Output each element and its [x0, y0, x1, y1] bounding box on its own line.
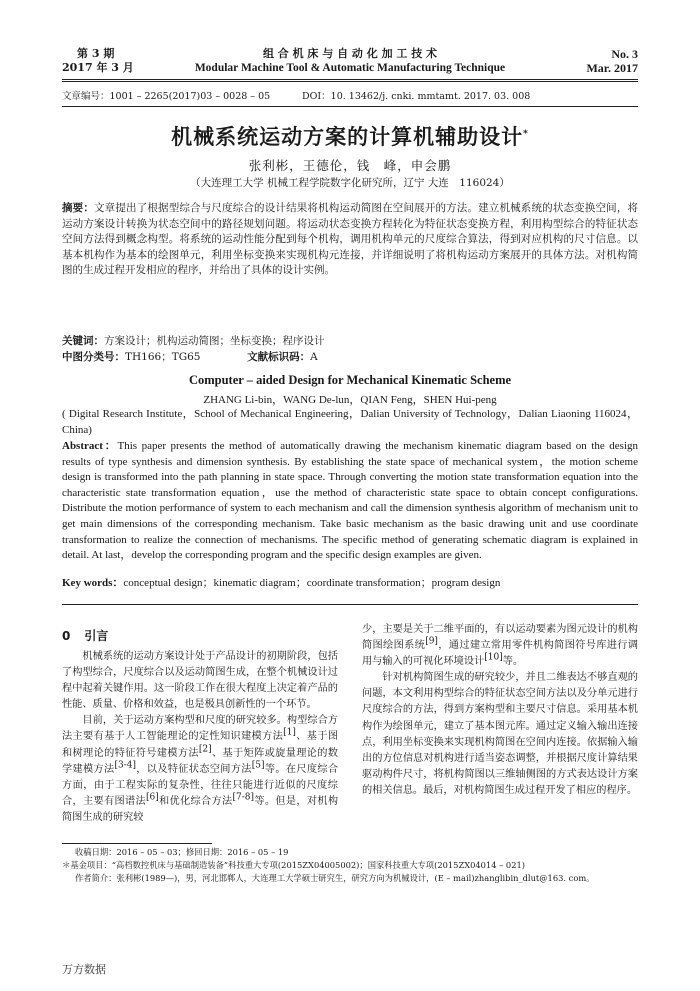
- right-p1-text-a: 少，主要是关于二维平面的，有以运动要素为图元设计的机构简图绘图系统: [362, 624, 638, 652]
- left-p2-text-e: 等。在尺度综合方面，由于工程实际的复杂性，往往只能进行近似的尺度综合，主要有图谱法: [62, 763, 339, 807]
- abstract-cn-text: 文章提出了根据型综合与尺度综合的设计结果将机构运动简图在空间展开的方法。建立机械系统的状态变换空间，将运动方案设计转换为状态空间中的路径规划问题。将运动状态变换方程转化为特征状态变换方程，利用构型综合的特征状态空间方法得到概念构型。将系统的运动性能分配到每个机构，调用机构单元的尺度综合算法，得到对应机构的尺寸信息。以基本机构作为基本的绘图单元，利用坐标变换来实现机构元连接，并详细说明了将机构运动方案展开的具体方法。对机构简图的生成过程开发相应的程序，并给出了具体的设计实例。: [62, 202, 639, 277]
- abstract-cn: [62, 201, 638, 279]
- journal-cn: 组 合 机 床 与 自 动 化 加 工 技 术: [262, 47, 438, 60]
- keywords-cn-label: 关键词：: [62, 335, 104, 347]
- citation: [5]: [251, 760, 265, 771]
- received-date: 收稿日期：2016 – 05 – 03；修回日期：2016 – 05 – 19: [75, 847, 289, 857]
- left-p2-text-a: 目前，关于运动方案构型和尺度的研究较多。构型综合方法主要有基于人工智能理论的定性知识建模方法: [62, 715, 338, 743]
- journal-block: [170, 47, 530, 75]
- title-en: Computer – aided Design for Mechanical Kinematic Scheme: [188, 373, 512, 387]
- abstract-en: [62, 439, 638, 564]
- date-cn: 2017 年 3 月: [62, 61, 134, 74]
- section-number: 0: [62, 629, 71, 643]
- left-paragraph-2: [62, 713, 338, 826]
- left-p2-text-d: ，以及特征状态空间方法: [136, 763, 252, 775]
- abstract-en-text: This paper presents the method of automatically drawing the mechanism kinematic diagram based on the design results of type synthesis and dimension synthesis. By establishing the state space of mechanical system，the motion scheme design is transformed into the path planning in state space. Through converting the motion state transformation equation into the characteristic state transformation equation，use the method of characteristic state space to obtain concept configurations. Distribute the motion performance of system to each mechanism and call the dimension synthesis algorithm of mechanism unit to get main dimensions of the corresponding mechanism. Take basic mechanism as the basic drawing unit and use coordinate transformation to realize the connection of mechanisms. The specific method of generating schematic diagram is explained in detail. At last，develop the corresponding program and the specific design examples are given.: [62, 440, 639, 562]
- fund-line: [62, 859, 638, 872]
- citation: [9]: [425, 636, 438, 647]
- right-p1-text-b: ，通过建立常用零件机构简图符号库进行调用与输入的可视化环境设计: [362, 640, 639, 668]
- classification-line: [62, 350, 638, 366]
- issue-cn: 第 3 期: [77, 47, 115, 60]
- keywords-cn: [62, 334, 638, 350]
- affiliation-cn: （大连理工大学 机械工程学院数字化研究所，辽宁 大连 116024）: [190, 177, 510, 189]
- footnotes: [62, 846, 638, 885]
- title-text: 机械系统运动方案的计算机辅助设计: [171, 125, 524, 149]
- fund-text: 基金项目：“高档数控机床与基础制造装备”科技重大专项(2015ZX04005002)；国家科技重大专项(2015ZX04014 – 021): [70, 860, 525, 870]
- doi: DOI：10. 13462/j. cnki. mmtamt. 2017. 03. 008: [302, 91, 531, 102]
- footnote-rule: [62, 843, 212, 844]
- left-p2-text-c: 、基于矩阵或旋量理论的数学建模方法: [62, 747, 338, 775]
- date-en: Mar. 2017: [586, 61, 638, 75]
- section-title: 引言: [84, 629, 109, 643]
- keywords-cn-text: 方案设计；机构运动简图；坐标变换；程序设计: [104, 335, 325, 347]
- classification-label: 中图分类号：: [62, 351, 125, 363]
- title-footnote-mark: *: [523, 129, 529, 139]
- left-paragraph-1: 机械系统的运动方案设计处于产品设计的初期阶段，包括了构型综合，尺度综合以及运动简图生成，在整个机械设计过程中起着关键作用。这一阶段工作在很大程度上决定着产品的性能、质量、价格和效益，也是极具创新性的一个环节。: [62, 651, 338, 711]
- citation: [7-8]: [232, 792, 255, 803]
- fund-mark: ＊: [62, 860, 71, 870]
- watermark: 万方数据: [62, 963, 106, 976]
- affiliation-en: ( Digital Research Institute，School of Mechanical Engineering，Dalian University of Technology，Dalian Liaoning 116024，China): [62, 408, 638, 436]
- journal-en: Modular Machine Tool & Automatic Manufacturing Technique: [194, 62, 506, 74]
- issue-block: [62, 47, 172, 75]
- authors-cn: 张利彬，王德伦，钱 峰，申会鹏: [248, 158, 452, 173]
- left-p2-text-f: 和优化综合方法: [158, 795, 233, 807]
- citation: [10]: [484, 652, 503, 663]
- right-column: [362, 622, 638, 799]
- issue-en-block: [548, 47, 638, 75]
- meta-rule: [62, 106, 638, 107]
- abstract-en-label: Abstract：: [62, 440, 118, 452]
- article-number: 文章编号：1001 – 2265(2017)03 – 0028 – 05: [62, 91, 271, 102]
- classification-value: TH166；TG65: [125, 351, 201, 363]
- right-paragraph-2: 针对机构简图生成的研究较少，并且二维表达不够直观的问题，本文利用构型综合的特征状态空间方法以及分单元进行尺度综合的方法，得到方案构型和主要尺寸信息。采用基本机构作为绘图单元，建立了基本图元库。通过定义输入输出连接点，利用坐标变换来实现机构简图在空间内连接。依据输入输出的方位信息对机构进行适当姿态调整，并根据尺度计算结果驱动构件尺寸，将机构简图以三维轴侧图的方式表达设计方案的相关信息。最后，对机构简图生成过程开发了相应的程序。: [362, 672, 638, 796]
- left-p2-text-g: 等。但是，对机构简图生成的研究较: [62, 795, 339, 823]
- right-p1-text-c: 等。: [502, 656, 524, 668]
- keywords-en: [62, 576, 638, 592]
- citation: [2]: [198, 744, 212, 755]
- section-rule: [62, 604, 638, 605]
- page-title: [0, 121, 700, 151]
- keywords-en-label: Key words：: [62, 577, 124, 589]
- author-bio: 作者简介：张利彬(1989—)，男，河北邯郸人，大连理工大学硕士研究生，研究方向为机械设计，(E – mail)zhanglibin_dlut@163. com。: [75, 873, 595, 883]
- left-p2-text-b: 、基于图和树理论的特征符号建模方法: [62, 731, 339, 759]
- header-rule: [62, 79, 638, 80]
- doc-code-label: 文献标识码：: [247, 351, 311, 363]
- keywords-en-text: conceptual design；kinematic diagram；coordinate transformation；program design: [123, 577, 501, 589]
- section-heading: [62, 627, 108, 644]
- header-rule-2: [62, 81, 638, 82]
- citation: [3-4]: [114, 760, 136, 771]
- citation: [6]: [145, 792, 159, 803]
- abstract-cn-label: 摘要：: [62, 202, 95, 214]
- left-column: [62, 649, 338, 826]
- authors-en: ZHANG Li-bin，WANG De-lun，QIAN Feng，SHEN Hui-peng: [203, 394, 497, 406]
- doc-code-value: A: [310, 351, 318, 363]
- citation: [1]: [283, 728, 296, 739]
- right-paragraph-1: [362, 622, 638, 670]
- issue-en: No. 3: [611, 47, 638, 61]
